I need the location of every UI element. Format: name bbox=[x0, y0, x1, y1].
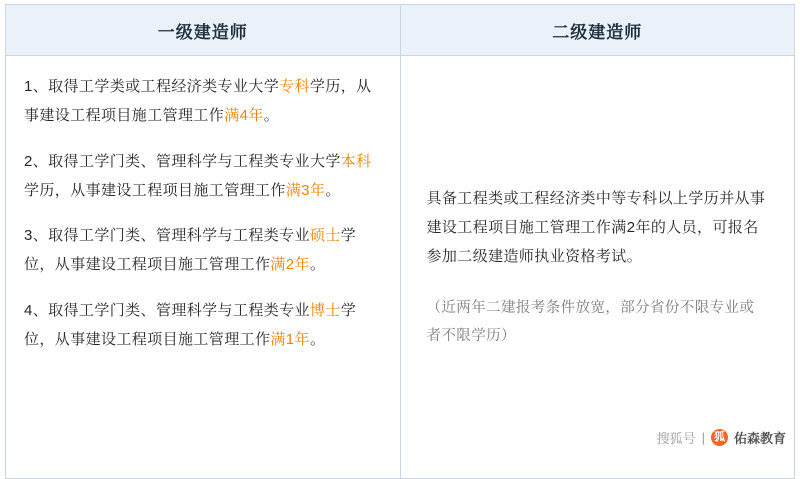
qualification-comparison-table bbox=[5, 4, 795, 479]
column-header-level-1: 一级建造师 bbox=[6, 5, 401, 56]
requirement-4-pre: 4、取得工学门类、管理科学与工程类专业 bbox=[24, 301, 310, 319]
cell-level-1-requirements bbox=[6, 56, 401, 479]
requirement-1-highlight-years: 满4年 bbox=[224, 107, 264, 125]
requirement-3-pre: 3、取得工学门类、管理科学与工程类专业 bbox=[24, 227, 310, 244]
watermark-platform-label: 搜狐号 bbox=[656, 431, 696, 446]
requirement-item-2 bbox=[24, 147, 382, 206]
requirement-item-4 bbox=[24, 296, 382, 355]
requirement-1-mid: 学历，从事建设工程项目施工管理工作 bbox=[24, 78, 372, 125]
level-2-note: （近两年二建报考条件放宽，部分省份不限专业或者不限学历） bbox=[426, 299, 755, 344]
requirement-2-pre: 2、取得工学门类、管理科学与工程类专业大学 bbox=[24, 152, 341, 170]
watermark bbox=[657, 428, 786, 447]
column-header-level-2: 二级建造师 bbox=[400, 5, 795, 56]
requirement-2-post: 。 bbox=[325, 181, 341, 199]
requirement-3-post: 。 bbox=[309, 256, 326, 274]
comparison-page bbox=[0, 4, 800, 457]
requirement-2-mid: 学历，从事建设工程项目施工管理工作 bbox=[24, 181, 286, 199]
requirement-2-highlight-years: 满3年 bbox=[285, 181, 326, 199]
requirement-4-mid: 学位，从事建设工程项目施工管理工作 bbox=[24, 301, 357, 348]
level-2-requirement-paragraph: 具备工程类或工程经济类中等专科以上学历并从事建设工程项目施工管理工作满2年的人员，可报名参加二级建造师执业资格考试。 bbox=[426, 189, 766, 266]
sohu-fox-icon: 狐 bbox=[711, 429, 728, 446]
requirement-4-post: 。 bbox=[309, 330, 326, 348]
requirement-1-post: 。 bbox=[263, 107, 280, 125]
requirement-3-highlight-degree: 硕士 bbox=[309, 227, 341, 244]
requirement-3-highlight-years: 满2年 bbox=[270, 256, 310, 274]
watermark-separator: | bbox=[701, 430, 705, 445]
requirement-3-mid: 学位，从事建设工程项目施工管理工作 bbox=[24, 227, 357, 274]
requirement-4-highlight-degree: 博士 bbox=[309, 301, 341, 319]
requirement-item-3 bbox=[24, 221, 382, 280]
requirement-1-pre: 1、取得工学类或工程经济类专业大学 bbox=[24, 78, 280, 95]
watermark-brand: 佑森教育 bbox=[733, 431, 786, 446]
requirement-1-highlight-degree: 专科 bbox=[279, 78, 310, 95]
requirement-4-highlight-years: 满1年 bbox=[270, 330, 310, 348]
table-row bbox=[6, 56, 795, 479]
table-header-row bbox=[6, 5, 795, 56]
cell-level-2-requirements bbox=[400, 56, 795, 479]
requirement-2-highlight-degree: 本科 bbox=[340, 152, 372, 170]
table-body bbox=[6, 56, 795, 479]
table-head bbox=[6, 5, 795, 56]
requirement-item-1 bbox=[24, 72, 382, 131]
